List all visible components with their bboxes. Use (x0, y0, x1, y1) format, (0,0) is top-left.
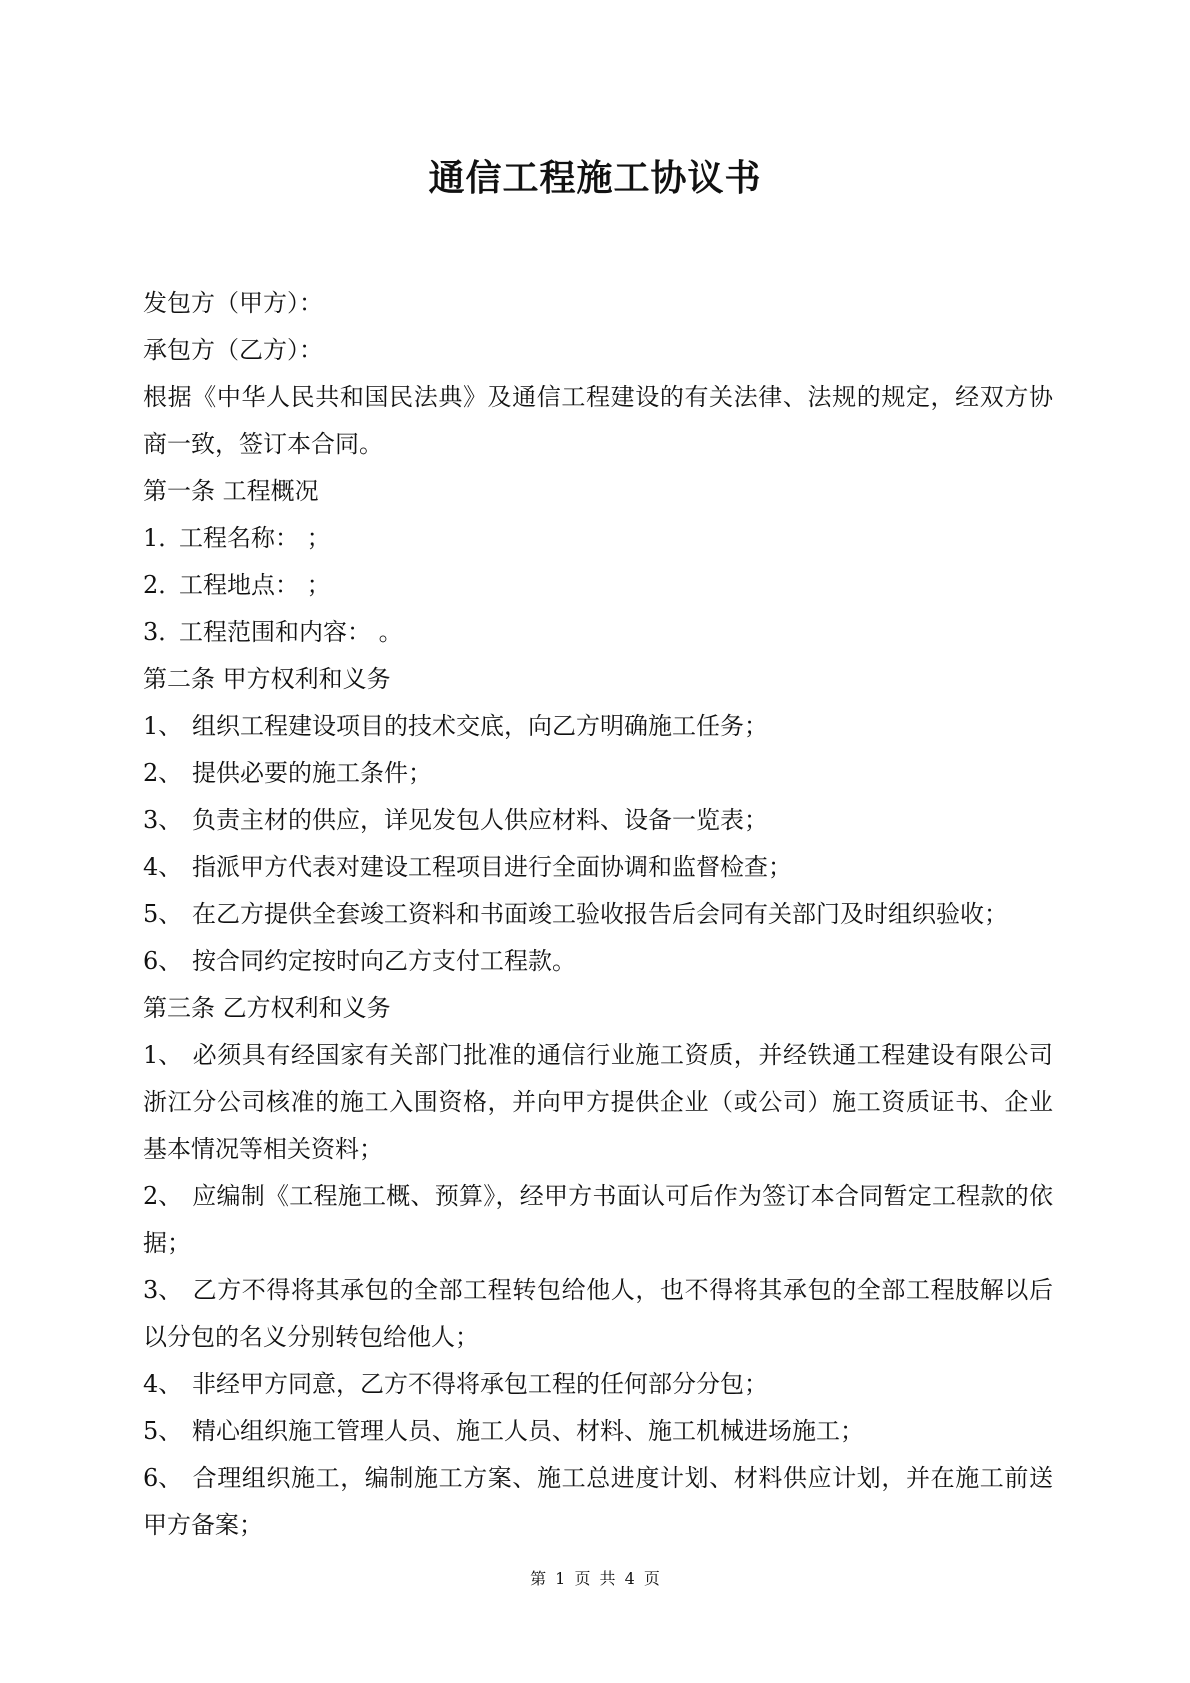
item-text: 在乙方提供全套竣工资料和书面竣工验收报告后会同有关部门及时组织验收； (192, 900, 1008, 928)
item-text: 非经甲方同意，乙方不得将承包工程的任何部分分包； (192, 1370, 768, 1398)
item-number: 5、 (143, 900, 183, 928)
page-footer: 第 1 页 共 4 页 (530, 1569, 660, 1588)
list-item (143, 1455, 1053, 1549)
document-title: 通信工程施工协议书 (428, 157, 762, 199)
item-text: 负责主材的供应，详见发包人供应材料、设备一览表； (192, 806, 768, 834)
item-number: 6、 (143, 1464, 183, 1492)
item-text: 指派甲方代表对建设工程项目进行全面协调和监督检查； (192, 853, 792, 881)
item-number: 2． (143, 571, 183, 599)
document-body (143, 280, 1053, 1549)
list-item (143, 797, 1053, 844)
party-b-line: 承包方（乙方）： (143, 336, 323, 364)
item-number: 4、 (143, 1370, 183, 1398)
intro-paragraph: 根据《中华人民共和国民法典》及通信工程建设的有关法律、法规的规定，经双方协商一致，签订本合同。 (143, 383, 1053, 458)
list-item (143, 1361, 1053, 1408)
section-heading: 第二条 甲方权利和义务 (143, 665, 391, 693)
list-item (143, 891, 1053, 938)
list-item (143, 1267, 1053, 1361)
list-item (143, 562, 1053, 609)
list-item (143, 1408, 1053, 1455)
item-text: 工程范围和内容： 。 (179, 618, 403, 646)
item-number: 2、 (143, 759, 183, 787)
list-item (143, 1032, 1053, 1173)
list-item (143, 1173, 1053, 1267)
item-number: 3． (143, 618, 183, 646)
list-item (143, 750, 1053, 797)
list-item (143, 844, 1053, 891)
item-number: 4、 (143, 853, 183, 881)
item-text: 应编制《工程施工概、预算》，经甲方书面认可后作为签订本合同暂定工程款的依据； (143, 1182, 1053, 1257)
item-number: 1、 (143, 1041, 183, 1069)
item-number: 1、 (143, 712, 183, 740)
item-number: 3、 (143, 1276, 183, 1304)
item-text: 乙方不得将其承包的全部工程转包给他人，也不得将其承包的全部工程肢解以后以分包的名义分别转包给他人； (143, 1276, 1053, 1351)
item-text: 工程地点： ； (179, 571, 331, 599)
item-text: 必须具有经国家有关部门批准的通信行业施工资质，并经铁通工程建设有限公司浙江分公司核准的施工入围资格，并向甲方提供企业（或公司）施工资质证书、企业基本情况等相关资料； (143, 1041, 1053, 1163)
party-a-line: 发包方（甲方）： (143, 289, 323, 317)
item-number: 6、 (143, 947, 183, 975)
item-text: 组织工程建设项目的技术交底，向乙方明确施工任务； (192, 712, 768, 740)
item-text: 按合同约定按时向乙方支付工程款。 (192, 947, 576, 975)
item-text: 精心组织施工管理人员、施工人员、材料、施工机械进场施工； (192, 1417, 864, 1445)
item-number: 2、 (143, 1182, 183, 1210)
item-number: 5、 (143, 1417, 183, 1445)
list-item (143, 515, 1053, 562)
item-number: 1． (143, 524, 183, 552)
list-item (143, 703, 1053, 750)
section-heading: 第三条 乙方权利和义务 (143, 994, 391, 1022)
item-text: 合理组织施工，编制施工方案、施工总进度计划、材料供应计划，并在施工前送甲方备案； (143, 1464, 1053, 1539)
item-text: 工程名称： ； (179, 524, 331, 552)
list-item (143, 609, 1053, 656)
item-text: 提供必要的施工条件； (192, 759, 432, 787)
section-heading: 第一条 工程概况 (143, 477, 319, 505)
list-item (143, 938, 1053, 985)
item-number: 3、 (143, 806, 183, 834)
